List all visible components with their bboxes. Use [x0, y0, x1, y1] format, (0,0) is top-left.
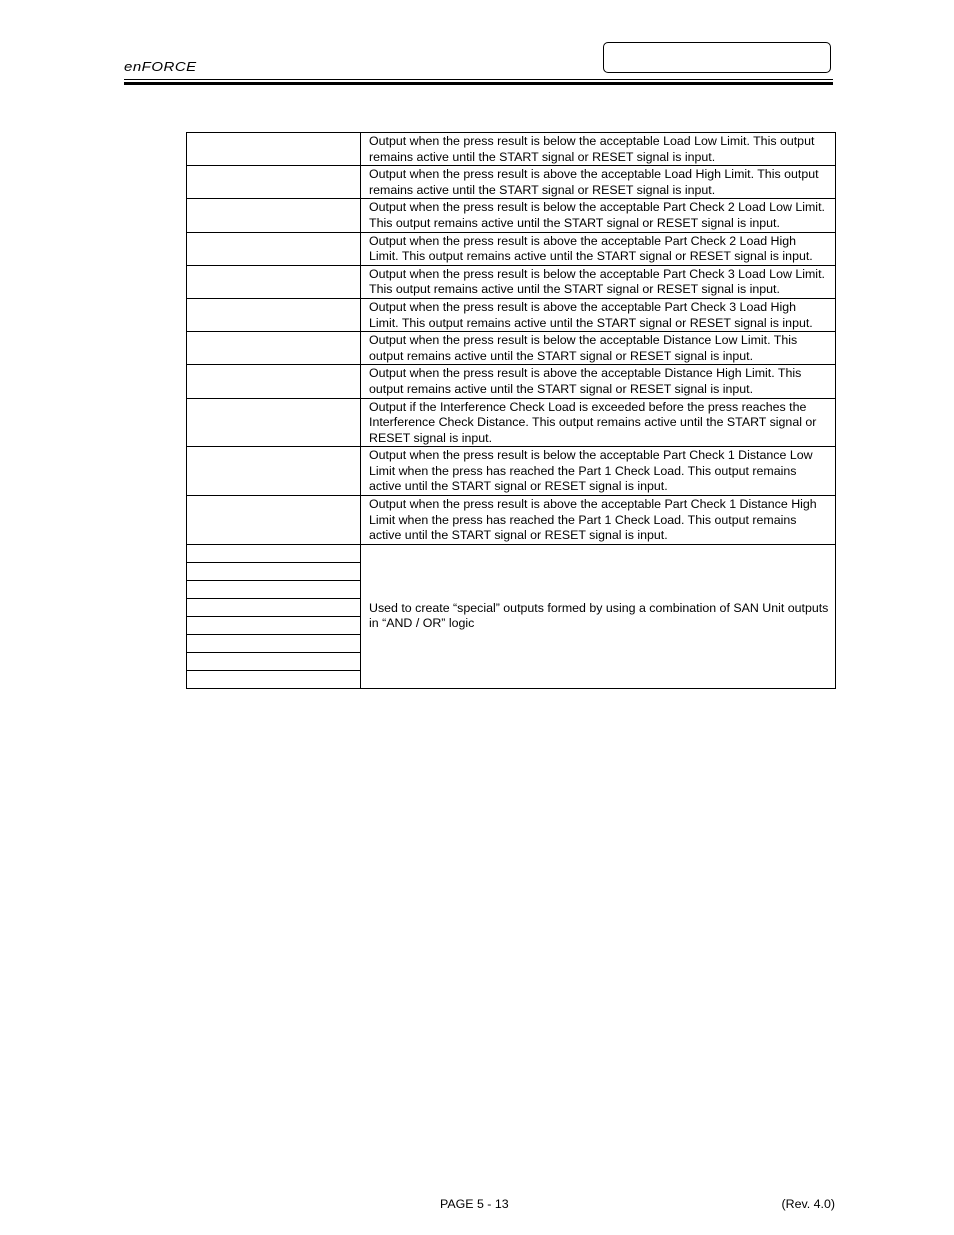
signal-description: Output when the press result is below the acceptable Load Low Limit. This output remains active until the START signal or RESET signal is input. [361, 133, 836, 166]
table-row [187, 298, 836, 331]
signal-description: Output when the press result is below the acceptable Part Check 1 Distance Low Limit when the press has reached the Part 1 Check Load. This output remains active until the START signal or RESET signal is input. [361, 447, 836, 496]
signal-name-cell [187, 670, 361, 688]
revision-label: (Rev. 4.0) [781, 1197, 835, 1211]
table-row [187, 332, 836, 365]
table-row [187, 232, 836, 265]
signal-name-cell [187, 265, 361, 298]
signal-name-cell [187, 332, 361, 365]
signal-description: Output when the press result is above the acceptable Distance High Limit. This output remains active until the START signal or RESET signal is input. [361, 365, 836, 398]
table-row [187, 398, 836, 447]
signal-description: Output when the press result is above the acceptable Load High Limit. This output remains active until the START signal or RESET signal is input. [361, 166, 836, 199]
signal-name-cell [187, 447, 361, 496]
signal-description: Output when the press result is below the acceptable Part Check 3 Load Low Limit. This output remains active until the START signal or RESET signal is input. [361, 265, 836, 298]
signal-name-cell [187, 496, 361, 545]
signal-name-cell [187, 562, 361, 580]
table-row [187, 199, 836, 232]
page-number: PAGE 5 - 13 [440, 1197, 509, 1211]
signal-name-cell [187, 232, 361, 265]
table-row [187, 496, 836, 545]
enforce-logo: enFORCE [124, 60, 197, 75]
signal-description: Output if the Interference Check Load is exceeded before the press reaches the Interference Check Distance. This output remains active until the START signal or RESET signal is input. [361, 398, 836, 447]
table-row [187, 365, 836, 398]
signal-name-cell [187, 133, 361, 166]
table-row [187, 166, 836, 199]
signal-name-cell [187, 199, 361, 232]
combination-output-description: Used to create “special” outputs formed by using a combination of SAN Unit outputs in “AND / OR” logic [361, 544, 836, 688]
table-row [187, 133, 836, 166]
signal-description: Output when the press result is above the acceptable Part Check 2 Load High Limit. This output remains active until the START signal or RESET signal is input. [361, 232, 836, 265]
table-row [187, 265, 836, 298]
signal-name-cell [187, 544, 361, 562]
signal-description: Output when the press result is below the acceptable Distance Low Limit. This output remains active until the START signal or RESET signal is input. [361, 332, 836, 365]
signal-name-cell [187, 580, 361, 598]
signal-name-cell [187, 598, 361, 616]
signal-name-cell [187, 398, 361, 447]
signal-description: Output when the press result is below the acceptable Part Check 2 Load Low Limit. This output remains active until the START signal or RESET signal is input. [361, 199, 836, 232]
header-rule-thin [124, 79, 833, 80]
table-row [187, 544, 836, 562]
signal-name-cell [187, 616, 361, 634]
signal-name-cell [187, 365, 361, 398]
signal-name-cell [187, 652, 361, 670]
signal-name-cell [187, 298, 361, 331]
header-section-box [603, 42, 831, 73]
signal-description: Output when the press result is above the acceptable Part Check 3 Load High Limit. This output remains active until the START signal or RESET signal is input. [361, 298, 836, 331]
table-row [187, 447, 836, 496]
output-signal-table [186, 132, 836, 689]
signal-name-cell [187, 166, 361, 199]
signal-name-cell [187, 634, 361, 652]
signal-description: Output when the press result is above the acceptable Part Check 1 Distance High Limit when the press has reached the Part 1 Check Load. This output remains active until the START signal or RESET signal is input. [361, 496, 836, 545]
header-rule-thick [124, 82, 833, 85]
